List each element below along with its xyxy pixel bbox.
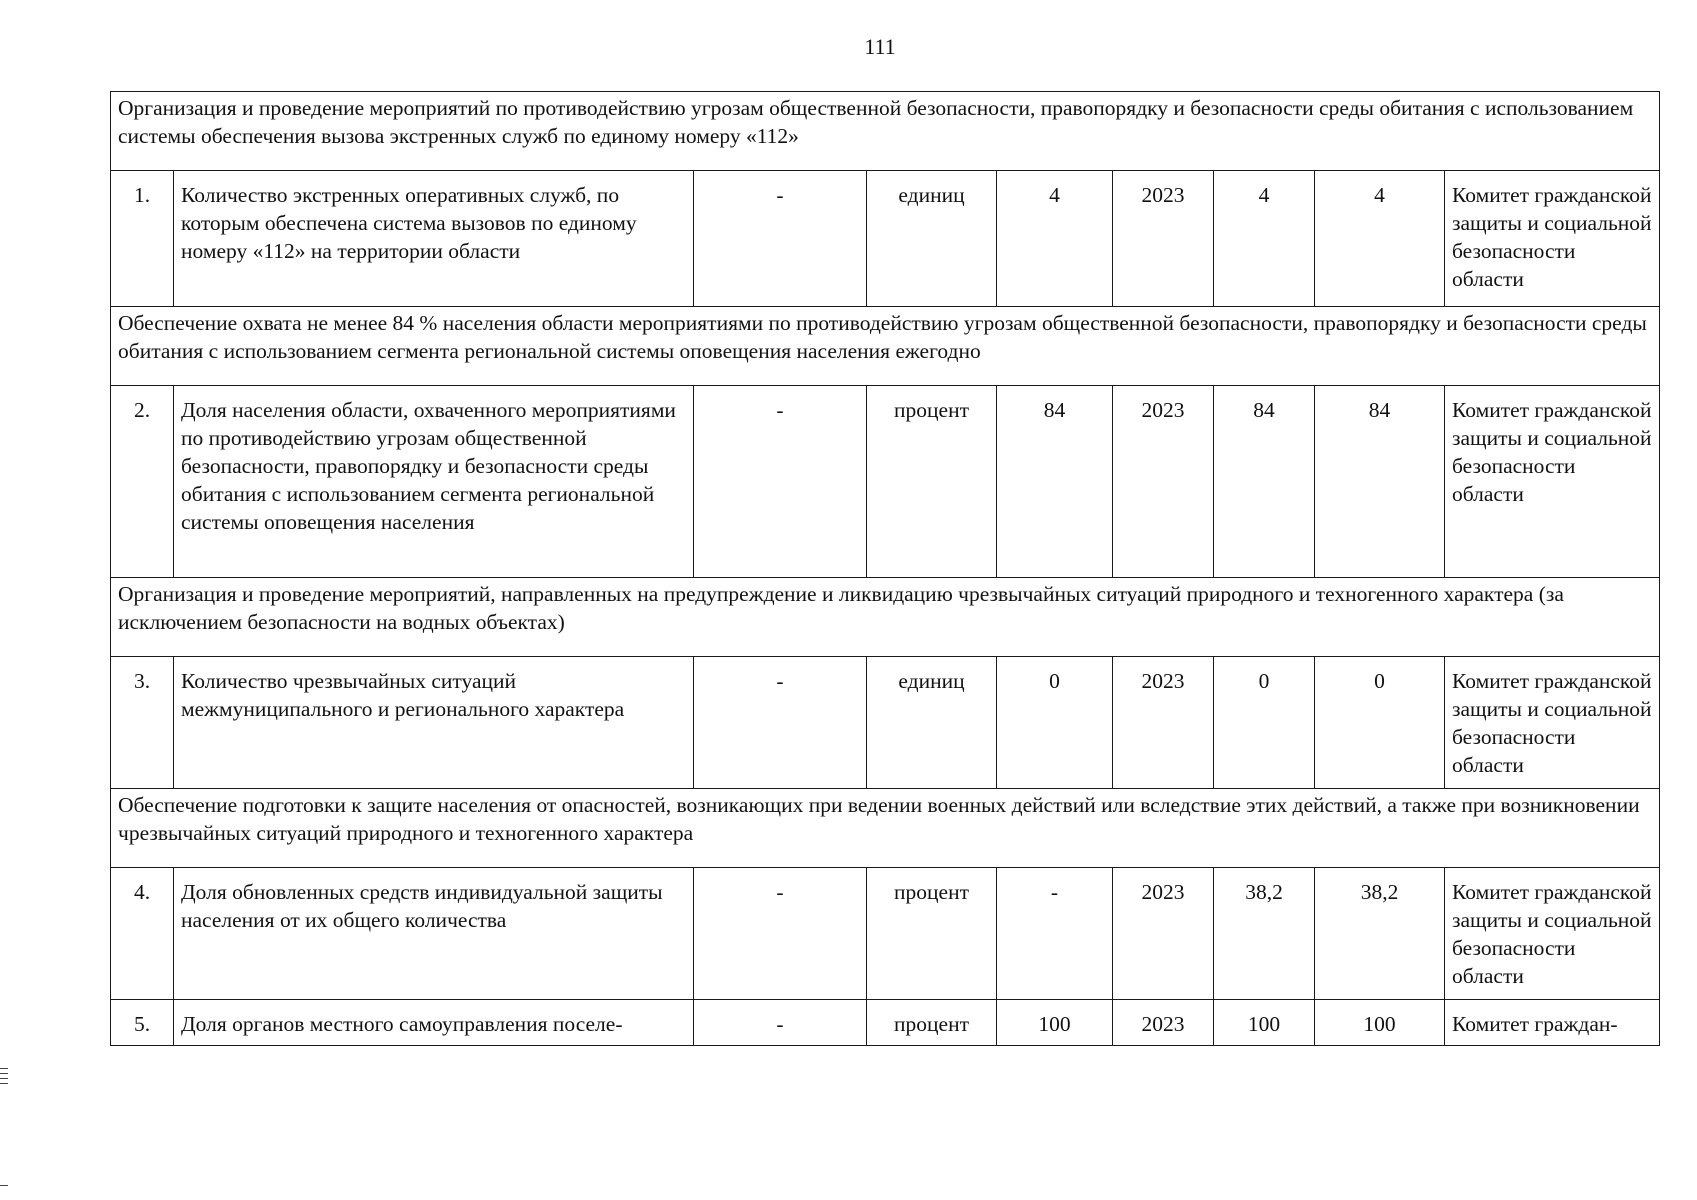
responsible-cell: Комитет гражданской защиты и социальной безопасности области [1445,868,1660,1000]
year-cell: 2023 [1113,386,1214,578]
indicator-name: Доля населения области, охваченного мероприятиями по противодействию угрозам общественной безопасности, правопорядку и безопасности среды обитания с использованием сегмента региональной системы оповещения населения [174,386,694,578]
dash-cell: - [694,171,867,307]
section-row [111,92,1660,171]
scan-edge-marks [0,1068,8,1088]
year-cell: 2023 [1113,657,1214,789]
dash-cell: - [694,1000,867,1046]
base-value-cell: 4 [997,171,1113,307]
base-value-cell: - [997,868,1113,1000]
year-cell: 2023 [1113,868,1214,1000]
row-number: 4. [111,868,174,1000]
base-value-cell: 84 [997,386,1113,578]
value-cell-1: 84 [1214,386,1315,578]
unit-cell: единиц [867,171,997,307]
base-value-cell: 100 [997,1000,1113,1046]
responsible-cell: Комитет граждан- [1445,1000,1660,1046]
section-row [111,578,1660,657]
unit-cell: процент [867,868,997,1000]
value-cell-1: 0 [1214,657,1315,789]
dash-cell: - [694,868,867,1000]
year-cell: 2023 [1113,171,1214,307]
value-cell-2: 38,2 [1315,868,1445,1000]
unit-cell: единиц [867,657,997,789]
table-row [111,171,1660,307]
year-cell: 2023 [1113,1000,1214,1046]
indicator-name: Доля обновленных средств индивидуальной защиты населения от их общего количества [174,868,694,1000]
indicator-name: Количество экстренных оперативных служб, по которым обеспечена система вызовов по единому номеру «112» на территории области [174,171,694,307]
section-title: Обеспечение охвата не менее 84 % населения области мероприятиями по противодействию угрозам общественной безопасности, правопорядку и безопасности среды обитания с использованием сегмента региональной системы оповещения населения ежегодно [111,307,1660,386]
indicator-name: Количество чрезвычайных ситуаций межмуниципального и регионального характера [174,657,694,789]
dash-cell: - [694,657,867,789]
value-cell-2: 84 [1315,386,1445,578]
value-cell-1: 38,2 [1214,868,1315,1000]
responsible-cell: Комитет гражданской защиты и социальной безопасности области [1445,386,1660,578]
row-number: 2. [111,386,174,578]
row-number: 3. [111,657,174,789]
page-number: 111 [864,34,896,59]
table-row [111,386,1660,578]
indicator-name: Доля органов местного самоуправления поселе- [174,1000,694,1046]
section-row [111,307,1660,386]
section-title: Обеспечение подготовки к защите населения от опасностей, возникающих при ведении военных действий или вследствие этих действий, а также при возникновении чрезвычайных ситуаций природного и техногенного характера [111,789,1660,868]
section-title: Организация и проведение мероприятий по противодействию угрозам общественной безопасности, правопорядку и безопасности среды обитания с использованием системы обеспечения вызова экстренных служб по единому номеру «112» [111,92,1660,171]
section-row [111,789,1660,868]
base-value-cell: 0 [997,657,1113,789]
value-cell-2: 100 [1315,1000,1445,1046]
section-title: Организация и проведение мероприятий, направленных на предупреждение и ликвидацию чрезвычайных ситуаций природного и техногенного характера (за исключением безопасности на водных объектах) [111,578,1660,657]
table-row [111,657,1660,789]
row-number: 1. [111,171,174,307]
value-cell-2: 0 [1315,657,1445,789]
value-cell-1: 100 [1214,1000,1315,1046]
responsible-cell: Комитет гражданской защиты и социальной безопасности области [1445,171,1660,307]
row-number: 5. [111,1000,174,1046]
unit-cell: процент [867,1000,997,1046]
dash-cell: - [694,386,867,578]
unit-cell: процент [867,386,997,578]
responsible-cell: Комитет гражданской защиты и социальной безопасности области [1445,657,1660,789]
table-row [111,1000,1660,1046]
indicators-table [110,91,1660,1046]
table-row [111,868,1660,1000]
value-cell-2: 4 [1315,171,1445,307]
value-cell-1: 4 [1214,171,1315,307]
scan-edge-mark [0,1185,8,1186]
